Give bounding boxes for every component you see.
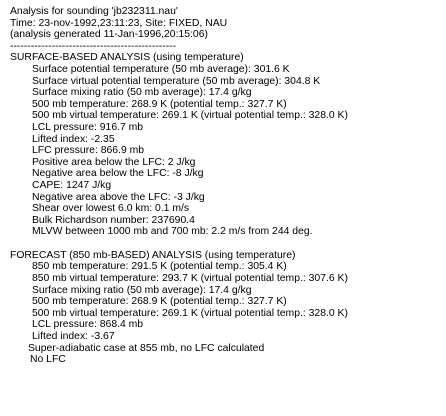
- surface-line: Negative area above the LFC: -3 J/kg: [32, 191, 205, 203]
- surface-line: 500 mb virtual temperature: 269.1 K (virtual potential temp.: 328.0 K): [32, 110, 348, 122]
- surface-line: CAPE: 1247 J/kg: [32, 179, 112, 191]
- surface-line: Positive area below the LFC: 2 J/kg: [32, 156, 196, 168]
- surface-line: Negative area below the LFC: -8 J/kg: [32, 168, 204, 180]
- forecast-section-title: FORECAST (850 mb-BASED) ANALYSIS (using temperature): [10, 249, 296, 261]
- forecast-note: Super-adiabatic case at 855 mb, no LFC calculated: [28, 342, 265, 354]
- forecast-line: Lifted index: -3.67: [32, 331, 115, 343]
- surface-line: Bulk Richardson number: 237690.4: [32, 214, 195, 226]
- surface-line: Shear over lowest 6.0 km: 0.1 m/s: [32, 203, 190, 215]
- surface-line: LCL pressure: 916.7 mb: [32, 121, 144, 133]
- forecast-line: 850 mb temperature: 291.5 K (potential temp.: 305.4 K): [32, 261, 287, 273]
- forecast-no-lfc: No LFC: [30, 354, 66, 366]
- surface-section-lines: [10, 64, 442, 238]
- surface-section-title: SURFACE-BASED ANALYSIS (using temperature): [10, 52, 244, 64]
- report-generated: (analysis generated 11-Jan-1996,20:15:06): [10, 29, 208, 41]
- forecast-line: Surface mixing ratio (50 mb average): 17.4 g/kg: [32, 284, 252, 296]
- forecast-line: 850 mb virtual temperature: 293.7 K (virtual potential temp.: 307.6 K): [32, 273, 348, 285]
- report-time-site: Time: 23-nov-1992,23:11:23, Site: FIXED, NAU: [10, 17, 228, 29]
- surface-line: 500 mb temperature: 268.9 K (potential temp.: 327.7 K): [32, 98, 287, 110]
- forecast-line: LCL pressure: 868.4 mb: [32, 319, 144, 331]
- surface-line: Surface potential temperature (50 mb average): 301.6 K: [32, 63, 290, 75]
- forecast-section-lines: [10, 261, 442, 365]
- forecast-line: 500 mb temperature: 268.9 K (potential temp.: 327.7 K): [32, 296, 287, 308]
- header-separator: ------------------------------------------------: [10, 40, 177, 52]
- surface-line: LFC pressure: 866.9 mb: [32, 145, 145, 157]
- report-title: Analysis for sounding 'jb232311.nau': [10, 6, 178, 17]
- surface-line: Surface mixing ratio (50 mb average): 17.4 g/kg: [32, 87, 252, 99]
- surface-line: Lifted index: -2.35: [32, 133, 115, 145]
- analysis-report: [10, 6, 442, 366]
- surface-line: MLVW between 1000 mb and 700 mb: 2.2 m/s from 244 deg.: [32, 226, 313, 238]
- forecast-line: 500 mb virtual temperature: 269.1 K (virtual potential temp.: 328.0 K): [32, 307, 348, 319]
- section-gap: [10, 238, 442, 250]
- surface-line: Surface virtual potential temperature (50 mb average): 304.8 K: [32, 75, 321, 87]
